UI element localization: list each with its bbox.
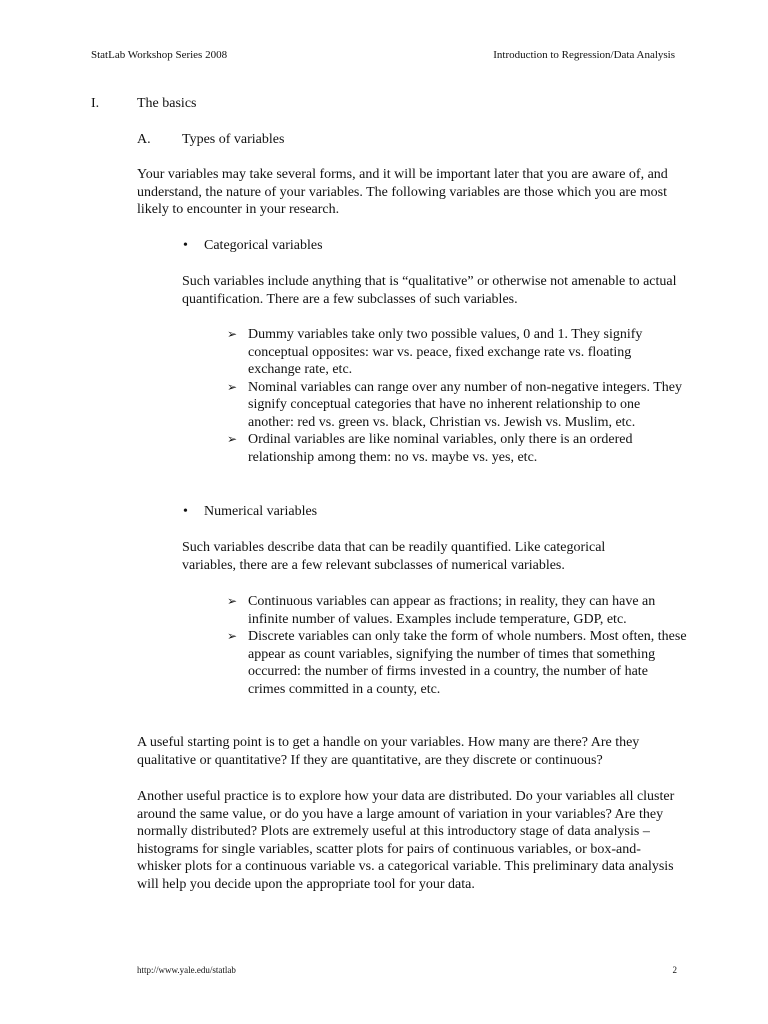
numerical-description: Such variables describe data that can be readily quantified. Like categorical variables, there are a few relevant subclasses of numerical variables. (182, 540, 606, 573)
categorical-description: Such variables include anything that is “qualitative” or otherwise not amenable to actual quantification. There are a few subclasses of such variables. (182, 274, 677, 307)
list-item (227, 379, 687, 432)
numerical-heading-label: Numerical variables (204, 504, 318, 519)
arrowhead-bullet-icon: ➢ (227, 432, 238, 446)
running-header-right: Introduction to Regression/Data Analysis (493, 49, 675, 61)
arrowhead-bullet-icon: ➢ (227, 594, 238, 608)
arrowhead-bullet-icon: ➢ (227, 327, 238, 341)
arrowhead-bullet-icon: ➢ (227, 629, 238, 643)
bullet-icon: • (183, 504, 188, 519)
categorical-subclass-list (227, 326, 687, 466)
list-item (227, 628, 687, 698)
section-number: I. (91, 96, 100, 111)
arrowhead-bullet-icon: ➢ (227, 379, 238, 394)
section-title: The basics (137, 96, 197, 111)
list-item-text: Discrete variables can only take the form of whole numbers. Most often, these appear as count variables, signifying the number of times that something occurred: the number of firms invested in a country, the number of hate crimes committed in a county, etc. (248, 629, 687, 697)
list-item (227, 326, 687, 379)
list-item-text: Continuous variables can appear as fractions; in reality, they can have an infinite number of values. Examples include temperature, GDP, etc. (248, 594, 656, 627)
intro-paragraph: Your variables may take several forms, and it will be important later that you are aware of, and understand, the nature of your variables. The following variables are those which you are most likely to encounter in your research. (137, 167, 668, 217)
subsection-title: Types of variables (182, 132, 285, 147)
starting-point-paragraph: A useful starting point is to get a handle on your variables. How many are there? Are they qualitative or quantitative? If they are quantitative, are they discrete or continuous? (137, 735, 640, 768)
list-item (227, 431, 687, 466)
list-item-text: Nominal variables can range over any number of non-negative integers. They signify conceptual categories that have no inherent relationship to one another: red vs. green vs. black, Christian vs. Jewish vs. Muslim, etc. (248, 379, 682, 430)
subsection-letter: A. (137, 132, 151, 147)
numerical-subclass-list (227, 593, 687, 698)
bullet-icon: • (183, 238, 188, 253)
list-item-text: Dummy variables take only two possible values, 0 and 1. They signify conceptual opposites: war vs. peace, fixed exchange rate vs. floating exchange rate, etc. (248, 327, 643, 377)
footer-url: http://www.yale.edu/statlab (137, 965, 236, 975)
list-item (227, 593, 687, 628)
categorical-heading-label: Categorical variables (204, 238, 323, 253)
explore-paragraph: Another useful practice is to explore how your data are distributed. Do your variables all cluster around the same value, or do you have a large amount of variation in your variables? Are they normally distributed? Plots are extremely useful at this introductory stage of data analysis – histograms for single variables, scatter plots for pairs of continuous variables, or box-and-whisker plots for a continuous variable vs. a categorical variable. This preliminary data analysis will help you decide upon the appropriate tool for your data. (137, 789, 675, 892)
page-number: 2 (672, 965, 677, 975)
list-item-text: Ordinal variables are like nominal variables, only there is an ordered relationship among them: no vs. maybe vs. yes, etc. (248, 432, 633, 465)
running-header-left: StatLab Workshop Series 2008 (91, 49, 228, 61)
